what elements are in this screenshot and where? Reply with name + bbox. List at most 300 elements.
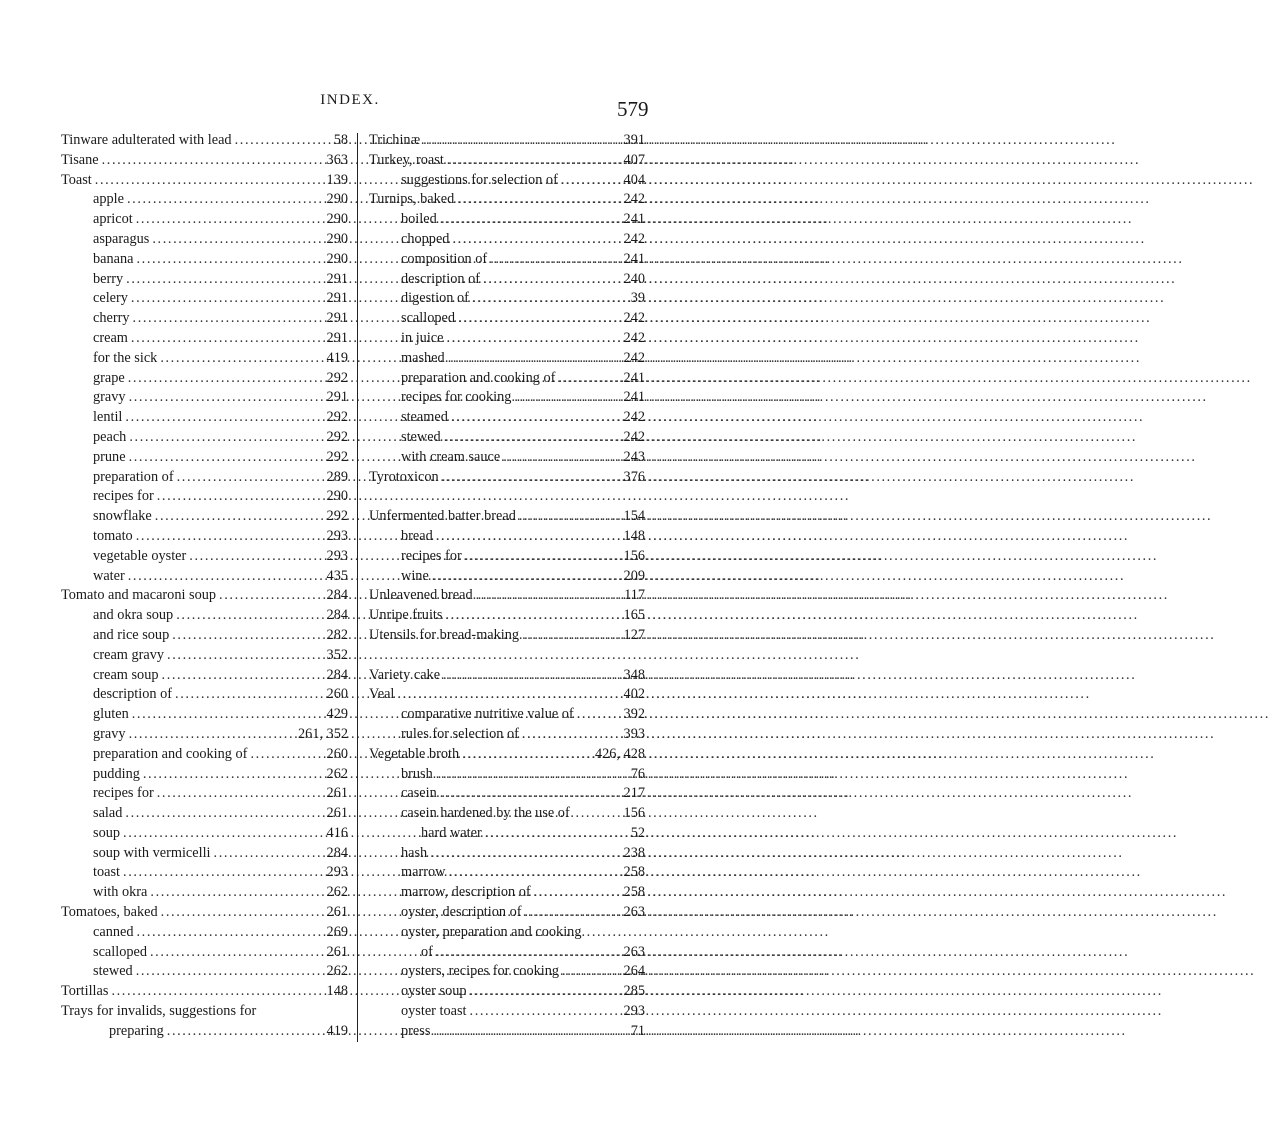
index-entry xyxy=(369,824,645,844)
index-page-ref: 404 xyxy=(623,171,645,188)
index-page-ref: 363 xyxy=(326,151,348,168)
index-term: Trays for invalids, suggestions for xyxy=(61,1003,257,1020)
index-term: Variety cake xyxy=(369,666,441,683)
index-term: casein xyxy=(401,785,437,802)
dot-leader xyxy=(136,527,324,547)
index-entry xyxy=(61,725,348,745)
index-entry xyxy=(369,765,645,785)
index-entry xyxy=(369,863,645,883)
index-term: oyster soup xyxy=(401,983,467,1000)
index-page-ref: 261 xyxy=(326,805,348,822)
dot-leader xyxy=(129,428,323,448)
index-term: oysters, recipes for cooking xyxy=(401,963,560,980)
dot-leader xyxy=(476,586,621,606)
index-term: rules for selection of xyxy=(401,725,519,742)
index-term: casein hardened by the use of xyxy=(401,805,570,822)
dot-leader xyxy=(457,190,620,210)
index-entry xyxy=(61,844,348,864)
dot-leader xyxy=(131,329,324,349)
dot-leader xyxy=(490,250,620,270)
index-page-ref: 290 xyxy=(326,488,348,505)
index-entry xyxy=(61,626,348,646)
index-page-ref: 352 xyxy=(326,646,348,663)
section-gap xyxy=(369,487,645,507)
index-term: preparing xyxy=(109,1022,164,1039)
index-term: oyster toast xyxy=(401,1003,467,1020)
index-entry xyxy=(61,329,348,349)
index-entry xyxy=(61,408,348,428)
index-term: scalloped xyxy=(401,310,455,327)
dot-leader xyxy=(155,507,324,527)
index-term: Tortillas xyxy=(61,983,109,1000)
index-page-ref: 52 xyxy=(630,824,645,841)
index-page-ref: 260 xyxy=(326,745,348,762)
index-term: Unleavened bread xyxy=(369,587,473,604)
index-entry xyxy=(61,349,348,369)
index-term: composition of xyxy=(401,250,488,267)
dot-leader xyxy=(432,567,621,587)
index-term: oyster, preparation and cooking xyxy=(401,923,582,940)
index-entry xyxy=(61,943,348,963)
index-term: asparagus xyxy=(93,230,150,247)
index-page-ref: 127 xyxy=(623,626,645,643)
index-entry xyxy=(369,329,645,349)
index-term: tomato xyxy=(93,527,133,544)
index-entry xyxy=(369,151,645,171)
index-page-ref: 76 xyxy=(630,765,645,782)
index-page-ref: 292 xyxy=(326,409,348,426)
dot-leader xyxy=(522,626,620,646)
index-entry xyxy=(61,903,348,923)
index-page-ref: 285 xyxy=(623,983,645,1000)
index-entry xyxy=(61,270,348,290)
dot-leader xyxy=(470,982,621,1002)
index-page-ref: 241 xyxy=(623,211,645,228)
dot-leader xyxy=(577,705,621,725)
dot-leader xyxy=(172,626,323,646)
index-page-ref: 242 xyxy=(623,428,645,445)
index-term: for the sick xyxy=(93,349,158,366)
index-page-ref: 293 xyxy=(623,1003,645,1020)
index-entry xyxy=(61,646,348,666)
index-term: preparation and cooking of xyxy=(401,369,556,386)
dot-leader xyxy=(160,349,323,369)
index-term: Veal xyxy=(369,686,395,703)
dot-leader xyxy=(189,547,323,567)
index-entry xyxy=(369,982,645,1002)
index-entry xyxy=(369,784,645,804)
index-entry xyxy=(61,606,348,626)
index-entry xyxy=(61,923,348,943)
dot-leader xyxy=(525,903,621,923)
dot-leader xyxy=(445,606,620,626)
index-entry xyxy=(61,863,348,883)
dot-leader xyxy=(458,309,621,329)
index-page-ref: 289 xyxy=(326,468,348,485)
index-page-ref: 292 xyxy=(326,369,348,386)
index-term: recipes for xyxy=(401,547,462,564)
dot-leader xyxy=(436,765,628,785)
index-term: marrow, description of xyxy=(401,884,531,901)
index-term: Trichinæ xyxy=(369,132,421,148)
index-term: bread xyxy=(401,527,433,544)
dot-leader xyxy=(152,230,323,250)
index-page-ref: 263 xyxy=(623,904,645,921)
index-entry xyxy=(61,883,348,903)
dot-leader xyxy=(126,270,323,290)
index-page-ref: 429 xyxy=(326,706,348,723)
index-entry xyxy=(369,567,645,587)
index-term: with okra xyxy=(93,884,148,901)
index-term: salad xyxy=(93,805,123,822)
dot-leader xyxy=(442,468,621,488)
index-term: snowflake xyxy=(93,508,152,525)
index-page-ref: 242 xyxy=(623,329,645,346)
index-term: brush xyxy=(401,765,433,782)
index-entry xyxy=(369,745,645,765)
index-page-ref: 291 xyxy=(326,310,348,327)
index-page-ref: 284 xyxy=(326,587,348,604)
dot-leader xyxy=(465,547,621,567)
index-page-ref: 284 xyxy=(326,666,348,683)
index-term: Turkey, roast xyxy=(369,151,444,168)
index-entry xyxy=(61,309,348,329)
index-entry xyxy=(61,210,348,230)
index-entry xyxy=(369,804,645,824)
index-term: Unripe fruits xyxy=(369,607,443,624)
index-term: soup xyxy=(93,824,121,841)
index-term: cherry xyxy=(93,310,130,327)
dot-leader xyxy=(129,725,295,745)
index-term: digestion of xyxy=(401,290,469,307)
dot-leader xyxy=(136,962,324,982)
dot-leader xyxy=(123,863,324,883)
index-page-ref: 264 xyxy=(623,963,645,980)
dot-leader xyxy=(132,705,324,725)
index-page-ref: 258 xyxy=(623,884,645,901)
dot-leader xyxy=(162,666,324,686)
index-term: Tisane xyxy=(61,151,99,168)
index-entry xyxy=(369,725,645,745)
index-term: mashed xyxy=(401,349,445,366)
index-entry xyxy=(61,586,348,606)
index-term: wine xyxy=(401,567,429,584)
index-entry xyxy=(369,962,645,982)
index-term: comparative nutritive value of xyxy=(401,706,574,723)
index-entry xyxy=(369,171,645,191)
index-entry xyxy=(61,250,348,270)
index-entry xyxy=(369,923,645,943)
index-entry xyxy=(369,943,645,963)
index-term: Vegetable broth xyxy=(369,745,460,762)
index-page-ref: 156 xyxy=(623,805,645,822)
index-page-ref: 426, 428 xyxy=(594,745,645,762)
index-term: apricot xyxy=(93,211,133,228)
dot-leader xyxy=(128,567,324,587)
index-term: soup with vermicelli xyxy=(93,844,211,861)
dot-leader xyxy=(125,408,323,428)
index-entry xyxy=(369,606,645,626)
index-entry xyxy=(61,1022,348,1042)
index-term: steamed xyxy=(401,409,448,426)
index-column-left xyxy=(61,131,348,1042)
index-term: preparation of xyxy=(93,468,174,485)
index-term: with cream sauce xyxy=(401,448,501,465)
index-page-ref: 284 xyxy=(326,607,348,624)
index-term: and okra soup xyxy=(93,607,174,624)
index-entry xyxy=(369,309,645,329)
index-entry xyxy=(369,448,645,468)
index-page-ref: 291 xyxy=(326,290,348,307)
index-term: scalloped xyxy=(93,943,147,960)
dot-leader xyxy=(448,349,621,369)
dot-leader xyxy=(123,824,324,844)
dot-leader xyxy=(444,428,621,448)
dot-leader xyxy=(167,1022,324,1042)
index-page-ref: 291 xyxy=(326,389,348,406)
index-entry xyxy=(61,824,348,844)
index-term: lentil xyxy=(93,409,123,426)
index-term: description of xyxy=(401,270,481,287)
index-term: toast xyxy=(93,864,121,881)
index-entry xyxy=(369,666,645,686)
index-page-ref: 241 xyxy=(623,250,645,267)
index-term: Unfermented batter bread xyxy=(369,508,516,525)
index-entry xyxy=(61,487,348,507)
index-term: recipes for cooking xyxy=(401,389,512,406)
dot-leader xyxy=(175,685,324,705)
index-page-ref: 241 xyxy=(623,369,645,386)
dot-leader xyxy=(127,190,324,210)
index-page-ref: 261 xyxy=(326,943,348,960)
index-entry xyxy=(61,428,348,448)
index-term: preparation and cooking of xyxy=(93,745,248,762)
index-entry xyxy=(369,210,645,230)
dot-leader xyxy=(143,765,324,785)
dot-leader xyxy=(558,369,620,389)
index-page-ref: 291 xyxy=(326,329,348,346)
dot-leader xyxy=(176,606,323,626)
section-gap xyxy=(369,646,645,666)
dot-leader xyxy=(447,151,621,171)
index-page-ref: 262 xyxy=(326,765,348,782)
index-entry xyxy=(61,685,348,705)
index-page-ref: 416 xyxy=(326,824,348,841)
dot-leader xyxy=(131,289,324,309)
index-entry xyxy=(61,448,348,468)
index-entry xyxy=(369,1022,645,1042)
index-entry xyxy=(369,527,645,547)
index-page-ref: 291 xyxy=(326,270,348,287)
index-page-ref: 290 xyxy=(326,230,348,247)
index-page-ref: 156 xyxy=(623,547,645,564)
index-term: description of xyxy=(93,686,173,703)
dot-leader xyxy=(150,883,323,903)
index-page-ref: 242 xyxy=(623,230,645,247)
dot-leader xyxy=(462,745,592,765)
index-entry xyxy=(369,270,645,290)
index-term: Tyrotoxicon xyxy=(369,468,439,485)
dot-leader xyxy=(125,804,323,824)
index-page-ref: 71 xyxy=(630,1022,645,1039)
index-page-ref: 238 xyxy=(623,844,645,861)
index-page-ref: 242 xyxy=(623,310,645,327)
index-page-ref: 284 xyxy=(326,844,348,861)
index-term: water xyxy=(93,567,125,584)
dot-leader xyxy=(519,507,621,527)
dot-leader xyxy=(129,388,324,408)
index-term: suggestions for selection of xyxy=(401,171,558,188)
index-page-ref: 391 xyxy=(623,132,645,148)
index-page-ref: 243 xyxy=(623,448,645,465)
index-page-ref: 148 xyxy=(623,527,645,544)
index-entry xyxy=(369,388,645,408)
dot-leader xyxy=(485,824,628,844)
index-entry xyxy=(61,784,348,804)
index-term: boiled xyxy=(401,211,437,228)
dot-leader xyxy=(136,250,323,270)
dot-leader xyxy=(470,1002,621,1022)
dot-leader xyxy=(436,527,621,547)
dot-leader xyxy=(430,844,620,864)
index-term: in juice xyxy=(401,329,444,346)
index-term: recipes for xyxy=(93,785,154,802)
index-page-ref: 292 xyxy=(326,508,348,525)
dot-leader xyxy=(483,270,621,290)
index-term: cream xyxy=(93,329,128,346)
index-term: Turnips, baked xyxy=(369,191,455,208)
index-entry xyxy=(61,1002,348,1022)
dot-leader xyxy=(111,982,323,1002)
index-entry xyxy=(61,804,348,824)
dot-leader xyxy=(514,388,620,408)
index-entry xyxy=(369,289,645,309)
index-term: peach xyxy=(93,428,127,445)
index-page-ref: 217 xyxy=(623,785,645,802)
index-page-ref: 261, 352 xyxy=(297,725,348,742)
dot-leader xyxy=(436,943,621,963)
index-entry xyxy=(369,507,645,527)
index-entry xyxy=(61,547,348,567)
dot-leader xyxy=(452,230,620,250)
index-entry xyxy=(61,289,348,309)
index-term: marrow xyxy=(401,864,446,881)
index-entry xyxy=(61,131,348,151)
index-page-ref: 293 xyxy=(326,864,348,881)
index-term: and rice soup xyxy=(93,626,170,643)
index-page-ref: 262 xyxy=(326,963,348,980)
index-entry xyxy=(369,586,645,606)
dot-leader xyxy=(440,784,621,804)
index-term: grape xyxy=(93,369,125,386)
index-page-ref: 263 xyxy=(623,943,645,960)
dot-leader xyxy=(472,289,628,309)
index-entry xyxy=(369,230,645,250)
dot-leader xyxy=(503,448,620,468)
index-page-ref: 240 xyxy=(623,270,645,287)
index-entry xyxy=(369,190,645,210)
dot-leader xyxy=(250,745,323,765)
index-entry xyxy=(369,349,645,369)
index-entry xyxy=(369,626,645,646)
index-page-ref: 260 xyxy=(326,686,348,703)
index-entry xyxy=(61,507,348,527)
index-entry xyxy=(369,705,645,725)
index-entry xyxy=(61,705,348,725)
index-term: Tomatoes, baked xyxy=(61,904,158,921)
index-page-ref: 393 xyxy=(623,725,645,742)
dot-leader xyxy=(136,923,323,943)
index-page-ref: 376 xyxy=(623,468,645,485)
dot-leader xyxy=(561,171,621,191)
index-term: stewed xyxy=(93,963,133,980)
dot-leader xyxy=(150,943,324,963)
dot-leader xyxy=(214,844,324,864)
page-title: INDEX. xyxy=(320,92,380,108)
dot-leader xyxy=(397,685,620,705)
dot-leader xyxy=(440,210,621,230)
dot-leader xyxy=(235,131,331,151)
dot-leader xyxy=(157,487,324,507)
index-page-ref: 290 xyxy=(326,250,348,267)
dot-leader xyxy=(167,646,324,666)
index-entry xyxy=(61,171,348,191)
index-page-ref: 290 xyxy=(326,211,348,228)
index-term: recipes for xyxy=(93,488,154,505)
index-page-ref: 262 xyxy=(326,884,348,901)
index-term: cream soup xyxy=(93,666,159,683)
index-term: celery xyxy=(93,290,128,307)
dot-leader xyxy=(129,448,324,468)
index-term: press xyxy=(401,1022,431,1039)
index-page-ref: 39 xyxy=(630,290,645,307)
index-term: chopped xyxy=(401,230,450,247)
column-divider xyxy=(357,133,358,1042)
index-page-ref: 407 xyxy=(623,151,645,168)
dot-leader xyxy=(133,309,324,329)
index-entry xyxy=(61,388,348,408)
index-page-ref: 402 xyxy=(623,686,645,703)
index-term: pudding xyxy=(93,765,140,782)
index-term: Tinware adulterated with lead xyxy=(61,132,232,148)
index-entry xyxy=(369,1002,645,1022)
dot-leader xyxy=(136,210,324,230)
index-page-ref: 392 xyxy=(623,706,645,723)
index-entry xyxy=(369,547,645,567)
index-term: banana xyxy=(93,250,134,267)
index-entry xyxy=(61,745,348,765)
index-page-ref: 242 xyxy=(623,349,645,366)
index-term: oyster, description of xyxy=(401,904,522,921)
dot-leader xyxy=(522,725,621,745)
index-term: of xyxy=(421,943,433,960)
index-column-right xyxy=(369,131,645,1042)
index-entry xyxy=(369,685,645,705)
index-term: canned xyxy=(93,923,134,940)
dot-leader xyxy=(177,468,324,488)
index-entry xyxy=(369,883,645,903)
index-term: gluten xyxy=(93,706,129,723)
index-page-ref: 348 xyxy=(623,666,645,683)
index-entry xyxy=(61,369,348,389)
index-term: vegetable oyster xyxy=(93,547,187,564)
index-page-ref: 292 xyxy=(326,448,348,465)
index-entry xyxy=(61,962,348,982)
dot-leader xyxy=(95,171,324,191)
dot-leader xyxy=(433,1022,627,1042)
index-term: hash xyxy=(401,844,428,861)
index-entry xyxy=(369,844,645,864)
